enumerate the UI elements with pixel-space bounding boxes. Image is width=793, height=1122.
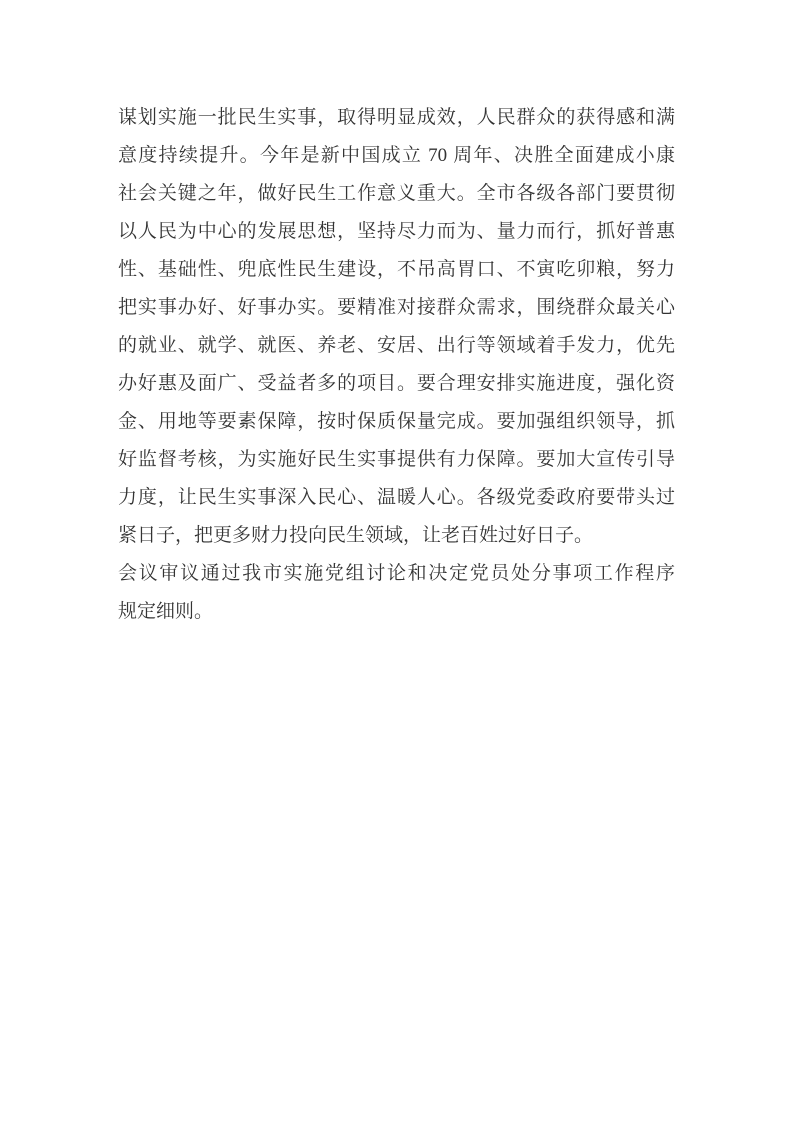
text-line: 意度持续提升。今年是新中国成立 70 周年、决胜全面建成小康	[118, 145, 675, 166]
text-line: 把实事办好、好事办实。要精准对接群众需求，围绕群众最关心	[118, 297, 675, 318]
text-line: 办好惠及面广、受益者多的项目。要合理安排实施进度，强化资	[118, 373, 675, 394]
text-line: 谋划实施一批民生实事，取得明显成效，人民群众的获得感和满	[118, 107, 675, 128]
text-line: 性、基础性、兜底性民生建设，不吊高胃口、不寅吃卯粮，努力	[118, 259, 675, 280]
text-line: 紧日子，把更多财力投向民生领域，让老百姓过好日子。	[118, 525, 594, 546]
text-line: 好监督考核，为实施好民生实事提供有力保障。要加大宣传引导	[118, 449, 675, 470]
paragraph	[118, 99, 675, 555]
text-line: 以人民为中心的发展思想，坚持尽力而为、量力而行，抓好普惠	[118, 221, 675, 242]
document-text-block	[118, 99, 675, 631]
text-line: 规定细则。	[118, 601, 214, 622]
text-line: 会议审议通过我市实施党组讨论和决定党员处分事项工作程序	[118, 563, 675, 584]
text-line: 金、用地等要素保障，按时保质保量完成。要加强组织领导，抓	[118, 411, 675, 432]
text-line: 的就业、就学、就医、养老、安居、出行等领域着手发力，优先	[118, 335, 675, 356]
text-line: 力度，让民生实事深入民心、温暖人心。各级党委政府要带头过	[118, 487, 675, 508]
paragraph	[118, 555, 675, 631]
text-line: 社会关键之年，做好民生工作意义重大。全市各级各部门要贯彻	[118, 183, 675, 204]
